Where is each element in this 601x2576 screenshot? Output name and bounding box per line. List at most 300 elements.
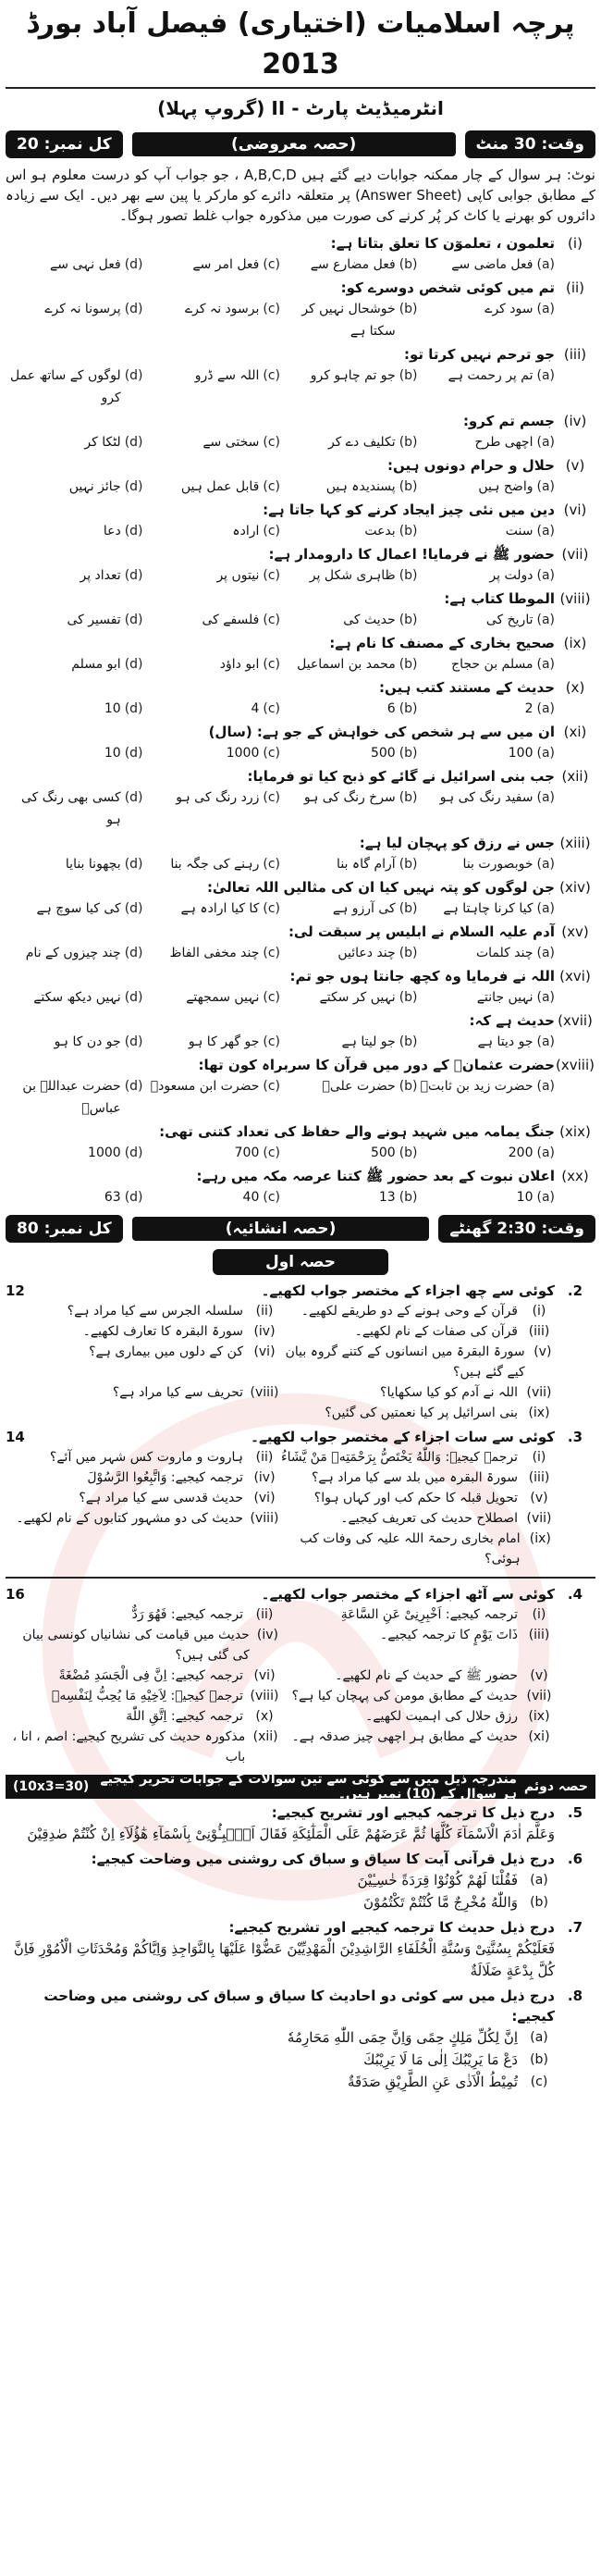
- mcq-question: [6, 922, 595, 964]
- mcq-options: [6, 786, 595, 831]
- option-letter: (b): [399, 1034, 418, 1049]
- option-letter: (d): [124, 368, 143, 383]
- option-text: لٹکا کر: [84, 435, 121, 450]
- mcq-option: [143, 476, 281, 498]
- mcq-option: [6, 365, 143, 409]
- option-text: تم پر رحمت ہے: [448, 368, 534, 383]
- item-roman: (ix): [528, 1406, 550, 1420]
- mcq-option: [418, 853, 556, 875]
- option-letter: (d): [124, 524, 143, 539]
- option-text: 40: [242, 1190, 260, 1205]
- mcq-stem: صحیح بخاری کے مصنف کا نام ہے:: [329, 635, 555, 651]
- mcq-option: [280, 898, 418, 920]
- option-letter: (b): [399, 857, 418, 872]
- option-text: کیا کرنا چاہتا ہے: [443, 901, 534, 916]
- item-text: سورۃ البقرہ میں بلد سے کیا مراد ہے؟: [311, 1470, 518, 1485]
- option-letter: (b): [399, 1190, 418, 1205]
- option-text: ظاہری شکل پر: [309, 568, 396, 583]
- option-letter: (a): [536, 1079, 555, 1094]
- question-head: درج ذیل میں سے کوئی دو احادیث کا سیاق و سباق کی روشنی میں وضاحت کیجیے:: [43, 1988, 555, 2025]
- option-text: نہیں دیکھ سکتے: [33, 990, 121, 1005]
- option-letter: (c): [263, 946, 280, 960]
- mcq-number: (xiv): [559, 879, 591, 896]
- question-item: [280, 1382, 555, 1403]
- item-roman: (xii): [252, 1729, 278, 1744]
- question-6: [6, 1849, 595, 1913]
- mcq-stem: جن لوگوں کو پتہ نہیں کیا ان کی مثالیں اللہ تعالیٰ:: [206, 879, 555, 896]
- part1-title: حصہ اول: [213, 1249, 388, 1275]
- option-text: نہیں سمجھتے: [186, 990, 260, 1005]
- mcq-question-head: [6, 1055, 595, 1075]
- mcq-option: [418, 476, 556, 498]
- item-text: ہاروت و ماروت کس شہر میں آئے؟: [49, 1450, 243, 1465]
- mcq-question-head: [6, 922, 595, 942]
- item-text: امام بخاری رحمۃ اللہ علیہ کی وفات کب ہوئی؟: [300, 1531, 521, 1567]
- question-4: [6, 1584, 595, 1767]
- mcq-stem: حلال و حرام دونوں ہیں:: [387, 457, 555, 474]
- mcq-option: [6, 298, 143, 342]
- item-roman: (v): [530, 1491, 548, 1505]
- option-letter: (c): [263, 1034, 280, 1049]
- mcq-stem: حضرت عثمانؓ کے دور میں قرآن کا سربراہ کون تھا:: [198, 1057, 555, 1073]
- mcq-stem: جو ترحم نہیں کرتا تو:: [403, 346, 555, 363]
- question-item: [280, 1604, 555, 1625]
- mcq-option: [143, 786, 281, 831]
- mcq-options: [6, 1142, 595, 1164]
- option-letter: (c): [263, 746, 280, 761]
- option-text: کی کیا سوچ ہے: [36, 901, 121, 916]
- question-item: [280, 1468, 555, 1488]
- option-letter: (c): [263, 257, 280, 272]
- option-text: نہیں جانتے: [476, 990, 534, 1005]
- question-items: [6, 2026, 595, 2093]
- mcq-option: [280, 786, 418, 831]
- option-text: 10: [516, 1190, 534, 1205]
- mcq-option: [6, 1075, 143, 1120]
- question-items: [6, 1604, 595, 1767]
- mcq-question: [6, 455, 595, 498]
- mcq-question: [6, 344, 595, 409]
- mcq-option: [6, 564, 143, 587]
- mcq-question: [6, 722, 595, 764]
- mcq-number: (xvi): [559, 968, 591, 985]
- mcq-option: [6, 786, 143, 831]
- question-item: [280, 1447, 555, 1468]
- option-text: تعداد پر: [80, 568, 121, 583]
- mcq-stem: جنگ یمامہ میں شہید ہونے والے حفاظ کی تعداد کتنی تھی:: [159, 1123, 555, 1140]
- mcq-option: [6, 853, 143, 875]
- option-text: آرام گاہ بنا: [337, 857, 396, 872]
- question-number: 3.: [567, 1429, 583, 1445]
- item-text: اِنَّ لِكُلِّ مَلِكٍ حِمًى وَاِنَّ حِمَى اللّٰهِ مَحَارِمُهٗ: [287, 2029, 518, 2046]
- paper-subtitle: انٹرمیڈیٹ پارٹ - II (گروپ پہلا): [157, 97, 444, 119]
- mcq-stem: جب بنی اسرائیل نے گائے کو ذبح کیا تو فرمایا:: [247, 768, 555, 785]
- option-text: سود کرے: [484, 302, 534, 316]
- option-text: سرخ رنگ کی ہو: [303, 790, 396, 805]
- item-text: سورۃ البقرۃ میں انسانوں کے کتنے گروہ بیان کیے گئے ہیں؟: [285, 1344, 525, 1380]
- mcq-question: [6, 1121, 595, 1164]
- mcq-option: [143, 853, 281, 875]
- option-letter: (c): [263, 657, 280, 672]
- option-letter: (d): [124, 901, 143, 916]
- option-letter: (b): [399, 901, 418, 916]
- option-text: 10: [104, 701, 121, 716]
- option-text: فعل ماضی سے: [451, 257, 534, 272]
- item-roman: (i): [532, 1607, 546, 1622]
- mcq-number: (x): [565, 679, 585, 696]
- mcq-number: (xix): [559, 1123, 591, 1140]
- question-item: [280, 1301, 555, 1321]
- mcq-question: [6, 833, 595, 875]
- item-roman: (iv): [253, 1324, 276, 1339]
- item-roman: (vi): [253, 1344, 276, 1359]
- question-item: [280, 1706, 555, 1727]
- option-letter: (d): [124, 746, 143, 761]
- subjective-header-bar: [6, 1214, 595, 1244]
- mcq-option: [6, 609, 143, 631]
- mcq-option: [143, 1186, 281, 1208]
- mcq-question-head: [6, 877, 595, 898]
- mcq-stem: اعلان نبوت کے بعد حضور ﷺ کتنا عرصہ مکہ میں رہے:: [196, 1168, 555, 1184]
- mcq-number: (viii): [559, 590, 591, 607]
- option-letter: (b): [399, 368, 418, 383]
- option-letter: (d): [124, 990, 143, 1005]
- question-item: [6, 1706, 280, 1727]
- option-text: تاریخ کی: [485, 613, 534, 627]
- item-text: حدیث کے مطابق مومن کی پہچان کیا ہے؟: [291, 1689, 518, 1703]
- item-roman: (vii): [526, 1511, 552, 1526]
- mcq-question: [6, 411, 595, 453]
- option-letter: (b): [399, 568, 418, 583]
- option-letter: (c): [263, 613, 280, 627]
- option-letter: (a): [536, 701, 555, 716]
- option-letter: (a): [536, 613, 555, 627]
- mcq-options: [6, 986, 595, 1009]
- question-item: [6, 1301, 280, 1321]
- option-text: 1000: [226, 746, 260, 761]
- mcq-options: [6, 1075, 595, 1120]
- item-roman: (iii): [528, 1324, 550, 1339]
- mcq-option: [418, 564, 556, 587]
- question-number: 6.: [567, 1851, 583, 1867]
- item-text: حدیث کی دو مشہور کتابوں کے نام لکھیے۔: [16, 1511, 243, 1526]
- option-text: 2: [524, 701, 534, 716]
- question-marks: 16: [6, 1586, 25, 1603]
- option-text: تکلیف دے کر: [327, 435, 396, 450]
- mcq-stem: اللہ نے فرمایا وہ کچھ جانتا ہوں جو تم:: [289, 968, 555, 985]
- option-text: 13: [378, 1190, 396, 1205]
- question-item: [6, 1508, 280, 1529]
- question-items: [6, 1301, 595, 1423]
- mcq-options: [6, 564, 595, 587]
- item-text: قرآن کی صفات کے نام لکھیے۔: [354, 1324, 518, 1339]
- question-head: کوئی سے سات اجزاء کے مختصر جواب لکھیے۔: [251, 1429, 555, 1445]
- mcq-options: [6, 698, 595, 720]
- item-text: ترجمہ کیجیے: فَهُوَ رَدٌّ: [131, 1607, 243, 1622]
- mcq-question-head: [6, 1121, 595, 1142]
- mcq-question: [6, 766, 595, 831]
- question-item: [6, 1604, 280, 1625]
- mcq-option: [280, 564, 418, 587]
- option-letter: (c): [263, 524, 280, 539]
- option-text: حضرت عبداللہ بن عباسؓ: [22, 1079, 121, 1116]
- item-roman: (xi): [528, 1729, 550, 1744]
- option-letter: (b): [399, 657, 418, 672]
- mcq-option: [6, 476, 143, 498]
- option-text: جائز نہیں: [68, 479, 121, 494]
- item-text: حدیث میں قیامت کی نشانیاں کونسی بیان کی گئی ہیں؟: [22, 1628, 250, 1663]
- mcq-option: [280, 520, 418, 542]
- item-roman: (vii): [526, 1385, 552, 1400]
- item-roman: (iv): [256, 1628, 278, 1642]
- option-letter: (c): [263, 435, 280, 450]
- mcq-option: [418, 431, 556, 453]
- item-roman: (a): [530, 2030, 548, 2045]
- part2-marks: (10x3=30): [13, 1779, 90, 1794]
- item-roman: (c): [530, 2074, 548, 2089]
- mcq-stem: آدم علیہ السلام نے ابلیس پر سبقت لی:: [288, 923, 555, 940]
- item-text: بنی اسرائیل پر کیا نعمتیں کی گئیں؟: [325, 1406, 518, 1420]
- mcq-question: [6, 544, 595, 587]
- question-8: [6, 1986, 595, 2093]
- mcq-option: [143, 365, 281, 409]
- mcq-question: [6, 877, 595, 920]
- option-text: چند چیزوں کے نام: [25, 946, 121, 960]
- option-letter: (b): [399, 613, 418, 627]
- item-text: اصطلاح حدیث کی تعریف کیجیے۔: [340, 1511, 518, 1526]
- option-letter: (c): [263, 1146, 280, 1160]
- question-item: [6, 1382, 280, 1403]
- mcq-question: [6, 233, 595, 276]
- option-letter: (d): [124, 1034, 143, 1049]
- option-letter: (d): [124, 857, 143, 872]
- q5-arabic: وَعَلَّمَ اٰدَمَ الْاَسْمَآءَ كُلَّهَا ثُمَّ عَرَضَهُمْ عَلَى الْمَلٰٓئِكَةِ فَقَالَ اَنْۢبِـُٔوْنِیْ بِاَسْمَآءِ هٰٓؤُلَآءِ اِنْ كُنْتُمْ صٰدِقِیْنَ: [27, 1826, 555, 1842]
- item-roman: (ix): [528, 1709, 550, 1724]
- option-letter: (d): [124, 946, 143, 960]
- item-roman: (x): [255, 1709, 274, 1724]
- mcq-question-head: [6, 455, 595, 476]
- question-5: [6, 1802, 595, 1845]
- option-text: 1000: [88, 1146, 121, 1160]
- option-letter: (a): [536, 946, 555, 960]
- item-text: ذَاتَ یَوْمٍ کا ترجمہ کیجیے۔: [380, 1628, 518, 1642]
- mcq-option: [143, 1142, 281, 1164]
- mcq-number: (iii): [563, 346, 587, 363]
- option-text: چند کلمات: [475, 946, 534, 960]
- option-letter: (a): [536, 257, 555, 272]
- option-letter: (a): [536, 435, 555, 450]
- option-text: قابل عمل ہیں: [180, 479, 260, 494]
- item-roman: (iii): [528, 1470, 550, 1485]
- mcq-question-head: [6, 966, 595, 986]
- option-text: کا کیا ارادہ ہے: [180, 901, 260, 916]
- option-text: ابو داؤد: [219, 657, 260, 672]
- option-letter: (c): [263, 790, 280, 805]
- mcq-number: (v): [565, 457, 585, 474]
- mcq-question-head: [6, 766, 595, 786]
- q7-arabic: فَعَلَیْكُمْ بِسُنَّتِیْ وَسُنَّةِ الْخُلَفَاءِ الرَّاشِدِیْنَ الْمَهْدِیِّیْنَ عَضُّوْا عَلَیْهَا بِالنَّوَاجِذِ وَاِیَّاكُمْ وَمُحْدَثَاتِ الْاُمُوْرِ فَاِنَّ كُلَّ بِدْعَةٍ ضَلَالَةٌ: [13, 1940, 555, 1979]
- option-text: ارادہ: [232, 524, 260, 539]
- option-text: جو لیتا ہے: [341, 1034, 396, 1049]
- part2-label: حصہ دوئم: [523, 1779, 588, 1794]
- mcq-option: [418, 298, 556, 342]
- item-roman: (iv): [253, 1470, 276, 1485]
- section-divider: [6, 1577, 595, 1579]
- mcq-options: [6, 1031, 595, 1053]
- item-roman: (viii): [250, 1689, 279, 1703]
- mcq-list: [6, 233, 595, 1208]
- mcq-option: [418, 254, 556, 276]
- mcq-stem: ان میں سے ہر شخص کی خواہش کے جو ہے: (سال): [208, 724, 555, 740]
- mcq-stem: جسم تم کرو:: [462, 413, 555, 429]
- option-letter: (c): [263, 901, 280, 916]
- item-roman: (viii): [250, 1511, 279, 1526]
- item-roman: (viii): [250, 1385, 279, 1400]
- option-text: خوشحال نہیں کر سکتا ہے: [301, 302, 396, 339]
- item-text: مذکورہ حدیث کی تشریح کیجیے: اصم ، انا ، باب: [12, 1729, 246, 1765]
- option-letter: (c): [263, 302, 280, 316]
- mcq-option: [418, 786, 556, 831]
- mcq-stem: حضور ﷺ نے فرمایا! اعمال کا دارومدار ہے:: [268, 546, 555, 563]
- mcq-option: [143, 1031, 281, 1053]
- option-letter: (d): [124, 790, 143, 805]
- option-text: پسندیدہ ہیں: [325, 479, 396, 494]
- option-letter: (b): [399, 946, 418, 960]
- mcq-option: [6, 742, 143, 764]
- mcq-option: [6, 520, 143, 542]
- item-text: سلسلہ الجرس سے کیا مراد ہے؟: [67, 1304, 243, 1319]
- mcq-option: [280, 742, 418, 764]
- question-item: [6, 1321, 280, 1342]
- option-text: 500: [370, 1146, 396, 1160]
- mcq-question-head: [6, 544, 595, 564]
- option-letter: (c): [263, 701, 280, 716]
- option-text: پرسونا نہ کرے: [44, 302, 121, 316]
- mcq-options: [6, 898, 595, 920]
- question-item: [6, 2049, 555, 2071]
- option-letter: (a): [536, 524, 555, 539]
- option-letter: (a): [536, 479, 555, 494]
- mcq-option: [280, 1142, 418, 1164]
- mcq-option: [6, 942, 143, 964]
- question-item: [280, 1727, 555, 1767]
- item-text: رزق حلال کی اہمیت لکھیے۔: [365, 1709, 518, 1724]
- option-letter: (d): [124, 257, 143, 272]
- mcq-question: [6, 278, 595, 342]
- mcq-option: [418, 1186, 556, 1208]
- option-letter: (d): [124, 613, 143, 627]
- mcq-option: [280, 853, 418, 875]
- option-letter: (d): [124, 1146, 143, 1160]
- question-item: [6, 1488, 280, 1508]
- subjective-time: وقت: 2:30 گھنٹے: [438, 1215, 595, 1243]
- mcq-number: (xviii): [556, 1057, 595, 1073]
- question-item: [280, 1625, 555, 1666]
- mcq-question: [6, 1010, 595, 1053]
- option-text: نیتوں پر: [216, 568, 260, 583]
- option-letter: (a): [536, 790, 555, 805]
- option-text: اچھی طرح: [474, 435, 534, 450]
- mcq-option: [418, 1142, 556, 1164]
- mcq-option: [418, 742, 556, 764]
- question-items: [6, 1869, 595, 1913]
- item-text: تحریف سے کیا مراد ہے؟: [112, 1385, 243, 1400]
- mcq-number: (i): [568, 235, 583, 252]
- mcq-number: (iv): [563, 413, 587, 429]
- question-marks: 14: [6, 1429, 25, 1445]
- exam-paper: [6, 4, 595, 2097]
- question-number: 2.: [567, 1282, 583, 1299]
- mcq-option: [6, 986, 143, 1009]
- option-text: 4: [251, 701, 260, 716]
- item-roman: (b): [530, 1895, 548, 1910]
- mcq-option: [6, 1142, 143, 1164]
- mcq-option: [418, 609, 556, 631]
- option-text: فعل مضارع سے: [310, 257, 396, 272]
- option-letter: (a): [536, 746, 555, 761]
- option-letter: (b): [399, 257, 418, 272]
- option-letter: (b): [399, 790, 418, 805]
- option-text: سختی سے: [202, 435, 260, 450]
- question-item: [280, 1529, 555, 1569]
- mcq-option: [143, 942, 281, 964]
- question-item: [6, 1666, 280, 1686]
- question-item: [6, 2071, 555, 2093]
- option-text: حضرت علیؓ: [322, 1079, 396, 1094]
- item-roman: (vi): [253, 1668, 276, 1683]
- mcq-question-head: [6, 833, 595, 853]
- mcq-question-head: [6, 278, 595, 298]
- mcq-options: [6, 476, 595, 498]
- item-text: ترجمہ کیجیے: اِتَّقِ اللّٰهَ: [126, 1709, 243, 1724]
- item-roman: (ii): [255, 1304, 274, 1319]
- option-text: 200: [508, 1146, 534, 1160]
- mcq-option: [6, 653, 143, 675]
- question-item: [6, 1625, 280, 1666]
- option-letter: (b): [399, 746, 418, 761]
- mcq-options: [6, 1186, 595, 1208]
- option-text: چند مخفی الفاظ: [169, 946, 260, 960]
- question-2: [6, 1281, 595, 1423]
- mcq-question-head: [6, 588, 595, 609]
- mcq-option: [280, 298, 418, 342]
- q7-number: 7.: [567, 1919, 583, 1936]
- mcq-question: [6, 633, 595, 675]
- option-text: چند دعائیں: [337, 946, 396, 960]
- mcq-options: [6, 653, 595, 675]
- option-letter: (c): [263, 990, 280, 1005]
- mcq-question-head: [6, 722, 595, 742]
- option-text: دعا: [103, 524, 121, 539]
- mcq-stem: دین میں نئی چیز ایجاد کرنے کو کہا جاتا ہے:: [263, 502, 555, 518]
- mcq-options: [6, 254, 595, 276]
- mcq-option: [6, 1186, 143, 1208]
- mcq-option: [418, 942, 556, 964]
- part2-bar: [6, 1772, 595, 1802]
- subjective-marks: کل نمبر: 80: [6, 1215, 123, 1243]
- item-text: سورۃ البقرہ کا تعارف لکھیے۔: [82, 1324, 243, 1339]
- item-text: اللہ نے آدم کو کیا سکھایا؟: [380, 1385, 518, 1400]
- item-text: فَقُلْنَا لَهُمْ كُوْنُوْا قِرَدَةً خٰسِـِٔیْنَ: [357, 1872, 518, 1889]
- mcq-stem: حدیث کے مستند کتب ہیں:: [379, 679, 555, 696]
- option-text: واضح ہیں: [478, 479, 534, 494]
- mcq-option: [143, 698, 281, 720]
- mcq-option: [418, 365, 556, 409]
- option-text: محمد بن اسماعیل: [297, 657, 396, 672]
- objective-time: وقت: 30 منٹ: [465, 130, 595, 158]
- question-item: [280, 1508, 555, 1529]
- mcq-question-head: [6, 233, 595, 254]
